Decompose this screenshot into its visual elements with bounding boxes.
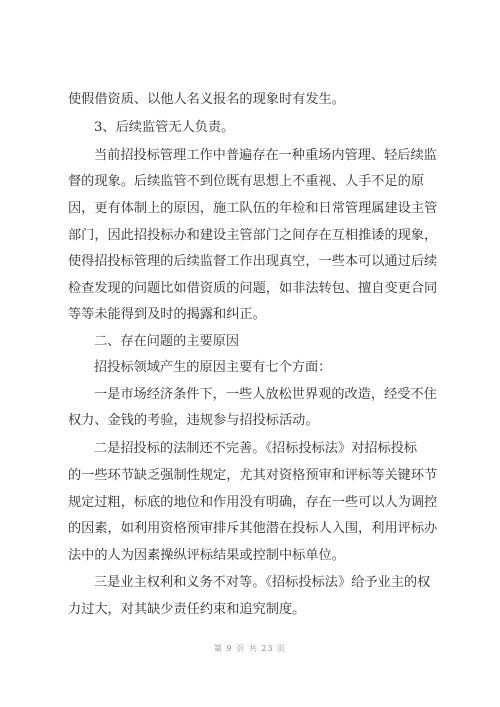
section-heading: 3、后续监管无人负责。 xyxy=(94,120,235,135)
page-number-footer: 第 9 页 共 23 页 xyxy=(214,644,286,653)
paragraph-line: 力过大，对其缺少责任约束和追究制度。 xyxy=(68,602,306,617)
paragraph-line: 规定过粗，标底的地位和作用没有明确，存在一些可以人为调控 xyxy=(68,495,438,510)
section-heading: 二、存在问题的主要原因 xyxy=(94,334,240,349)
paragraph-line: 因，更有体制上的原因，施工队伍的年检和日常管理属建设主管 xyxy=(68,201,438,216)
paragraph-line: 招投标领域产生的原因主要有七个方面： xyxy=(94,360,332,375)
paragraph-line: 二是招投标的法制还不完善。《招标投标法》对招标投标 xyxy=(94,441,418,456)
paragraph-line: 权力、金钱的考验，违规参与招投标活动。 xyxy=(68,413,319,428)
paragraph-line: 使假借资质、以他人名义报名的现象时有发生。 xyxy=(68,92,345,107)
paragraph-line: 等等未能得到及时的揭露和纠正。 xyxy=(68,307,266,322)
paragraph-line: 督的现象。后续监管不到位既有思想上不重视、人手不足的原 xyxy=(68,174,425,189)
paragraph-line: 法中的人为因素操纵评标结果或控制中标单位。 xyxy=(68,548,345,563)
paragraph-line: 使得招投标管理的后续监督工作出现真空，一些本可以通过后续 xyxy=(68,254,438,269)
paragraph-line: 一是市场经济条件下，一些人放松世界观的改造，经受不住 xyxy=(94,387,437,402)
paragraph-line: 部门，因此招投标办和建设主管部门之间存在互相推诿的现象， xyxy=(68,228,438,243)
paragraph-line: 当前招投标管理工作中普遍存在一种重场内管理、轻后续监 xyxy=(94,148,437,163)
paragraph-line: 三是业主权利和义务不对等。《招标投标法》给予业主的权 xyxy=(94,575,431,590)
paragraph-line: 的一些环节缺乏强制性规定，尤其对资格预审和评标等关键环节 xyxy=(68,468,438,483)
paragraph-line: 的因素，如利用资格预审排斥其他潜在投标人入围，利用评标办 xyxy=(68,521,438,536)
paragraph-line: 检查发现的问题比如借资质的问题，如非法转包、擅自变更合同 xyxy=(68,281,438,296)
